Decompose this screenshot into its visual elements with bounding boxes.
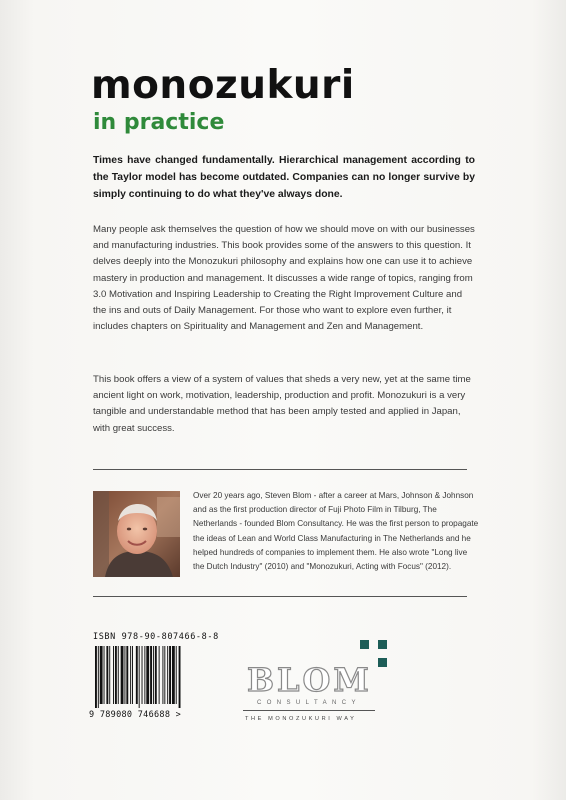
publisher-subname: CONSULTANCY (257, 700, 361, 706)
lead-paragraph: Times have changed fundamentally. Hierarchical management according to the Taylor model has become outdated. Companies can no longer survive by simply continuing to do what they've always done. (93, 155, 475, 200)
author-bio: Over 20 years ago, Steven Blom - after a career at Mars, Johnson & Johnson and as the first production director of Fuji Photo Film in Tilburg, The Netherlands - founded Blom Consultancy. He was the first person to propagate the ideas of Lean and World Class Manufacturing in The Netherlands and he helped hundreds of companies to implement them. He also wrote "Long live the Dutch Industry" (2010) and "Monozukuri, Acting with Focus" (2012). (193, 491, 479, 572)
author-portrait-icon (93, 491, 180, 577)
divider-bottom (93, 596, 467, 597)
barcode-icon (93, 646, 203, 708)
body-paragraph-1: Many people ask themselves the question of how we should move on with our businesses and manufacturing industries. This book provides some of the answers to this question. It delves deeply into the Monozukuri philosophy and explains how one can use it to achieve mastery in production and management. It discusses a wide range of topics, ranging from 3.0 Motivation and Inspiring Leadership to Creating the Right Improvement Culture and the ins and outs of Daily Management. For those who want to explore even further, it includes chapters on Spirituality and Management and Zen and Management. (93, 224, 475, 333)
publisher-name: BLOM (247, 661, 372, 699)
publisher-tagline: THE MONOZUKURI WAY (245, 716, 357, 722)
barcode-digits: 9 789080 746688 > (89, 710, 182, 720)
isbn-label: ISBN 978-90-807466-8-8 (93, 632, 219, 642)
book-subtitle: in practice (93, 110, 225, 135)
book-title: monozukuri (91, 63, 355, 108)
divider-top (93, 469, 467, 470)
author-photo (93, 491, 180, 577)
publisher-logo (243, 640, 399, 732)
body-paragraph-2: This book offers a view of a system of values that sheds a very new, yet at the same time ancient light on work, motivation, leadership, production and profit. Monozukuri is a very tangible and understandable method that has been amply tested and applied in Japan, with great success. (93, 374, 471, 434)
logo-divider (243, 710, 375, 711)
